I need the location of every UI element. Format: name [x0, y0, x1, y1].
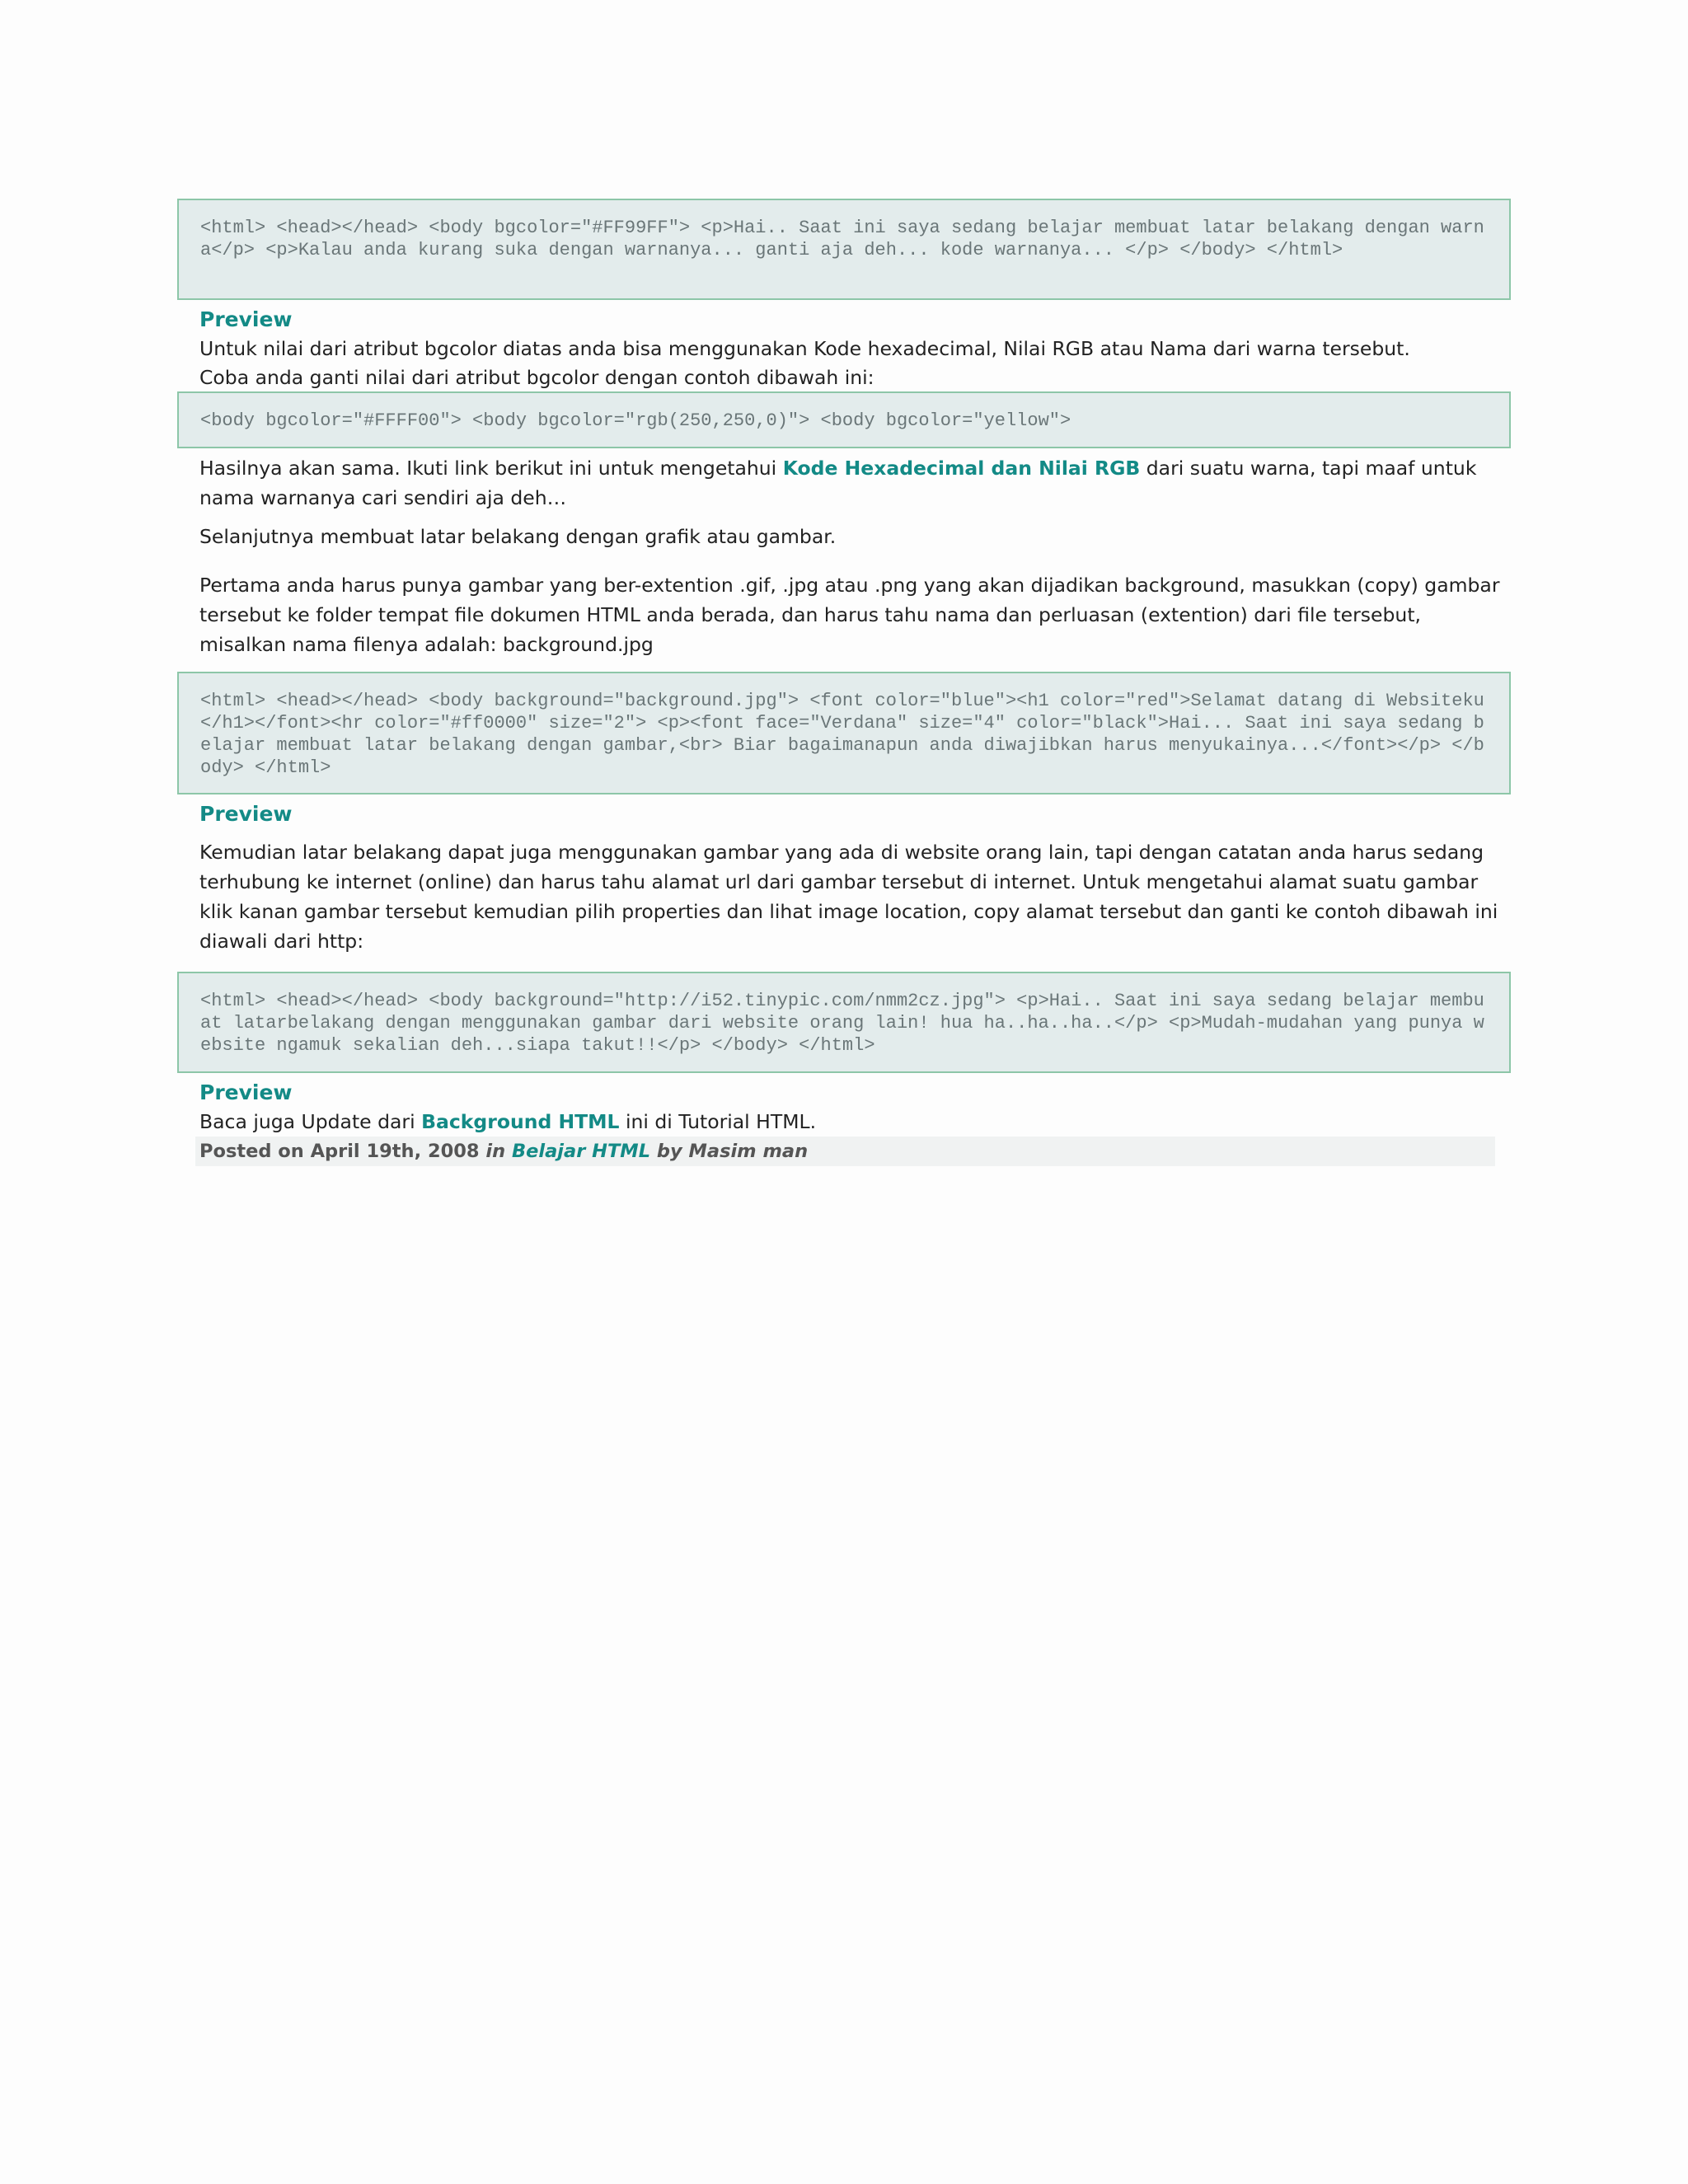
paragraph-text: Baca juga Update dari [199, 1110, 422, 1133]
paragraph-image-file: Pertama anda harus punya gambar yang ber-extention .gif, .jpg atau .png yang akan dijadikan background, masukkan (copy) gambar tersebut ke folder tempat file dokumen HTML anda berada, dan harus tahu nama dan perluasan (extention) dari file tersebut, misalkan nama filenya adalah: background.jpg [199, 574, 1500, 656]
code-block-external-background: <html> <head></head> <body background="http://i52.tinypic.com/nmm2cz.jpg"> <p>Hai.. Saat ini saya sedang belajar membuat latarbelakang dengan menggunakan gambar dari website orang lain! hua ha..ha..ha..</p> <p>Mudah-mudahan yang punya website ngamuk sekalian deh...siapa takut!!</p> </body> </html> [177, 972, 1511, 1073]
code-block-bgcolor-variants: <body bgcolor="#FFFF00"> <body bgcolor="rgb(250,250,0)"> <body bgcolor="yellow"> [177, 391, 1511, 448]
paragraph-result-same [199, 453, 1502, 513]
post-author: by Masim man [656, 1141, 809, 1162]
code-block-background-image: <html> <head></head> <body background="background.jpg"> <font color="blue"><h1 color="red">Selamat datang di Websiteku</h1></font><hr color="#ff0000" size="2"> <p><font face="Verdana" size="4" color="black">Hai... Saat ini saya sedang belajar membuat latar belakang dengan gambar,<br> Biar bagaimanapun anda diwajibkan harus menyukainya...</font></p> </body> </html> [177, 672, 1511, 794]
background-html-link[interactable]: Background HTML [421, 1110, 620, 1133]
paragraph-bgcolor-values: Untuk nilai dari atribut bgcolor diatas anda bisa menggunakan Kode hexadecimal, Nilai RGB atau Nama dari warna tersebut. [199, 337, 1410, 360]
paragraph-text: ini di Tutorial HTML. [619, 1110, 817, 1133]
hex-rgb-link[interactable]: Kode Hexadecimal dan Nilai RGB [782, 457, 1141, 480]
paragraph-try-example: Coba anda ganti nilai dari atribut bgcolor dengan contoh dibawah ini: [199, 366, 874, 389]
article-content [177, 199, 1511, 1166]
post-meta [195, 1137, 1495, 1166]
post-date: Posted on April 19th, 2008 [199, 1141, 480, 1162]
code-block-bgcolor: <html> <head></head> <body bgcolor="#FF99FF"> <p>Hai.. Saat ini saya sedang belajar membuat latar belakang dengan warna</p> <p>Kalau anda kurang suka dengan warnanya... ganti aja deh... kode warnanya... </p> </body> </html> [177, 199, 1511, 300]
paragraph-next-image: Selanjutnya membuat latar belakang dengan grafik atau gambar. [199, 525, 837, 548]
preview-link-1[interactable]: Preview [199, 307, 293, 331]
paragraph-external-image: Kemudian latar belakang dapat juga menggunakan gambar yang ada di website orang lain, tapi dengan catatan anda harus sedang terhubung ke internet (online) dan harus tahu alamat url dari gambar tersebut di internet. Untuk mengetahui alamat suatu gambar klik kanan gambar tersebut kemudian pilih properties dan lihat image location, copy alamat tersebut dan ganti ke contoh dibawah ini diawali dari http: [199, 841, 1498, 953]
preview-link-3[interactable]: Preview [199, 1080, 293, 1104]
paragraph-text: dari suatu warna, tapi maaf untuk nama warnanya cari sendiri aja deh… [199, 457, 1477, 509]
category-link[interactable]: Belajar HTML [512, 1141, 651, 1162]
preview-link-2[interactable]: Preview [199, 802, 293, 826]
paragraph-read-also [199, 1107, 1502, 1137]
post-in-label: in [485, 1141, 506, 1162]
paragraph-text: Hasilnya akan sama. Ikuti link berikut ini untuk mengetahui [199, 457, 783, 480]
